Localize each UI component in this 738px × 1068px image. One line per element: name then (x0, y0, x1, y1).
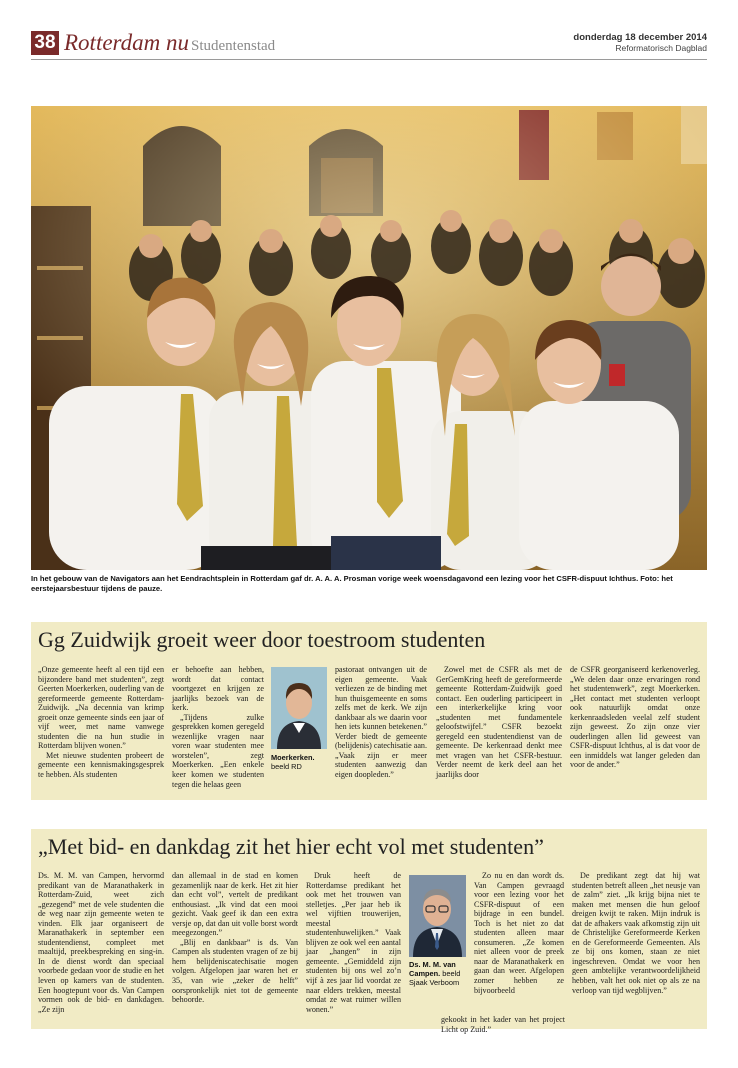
article-headline: Gg Zuidwijk groeit weer door toestroom studenten (38, 627, 486, 652)
paragraph: „Tijdens zulke gesprekken komen geregeld wezenlijke vragen naar voren waar studenten mee worstelen”, zegt Moerkerken. „Een enkele keer komen we studenten tegen die helaas geen (172, 712, 264, 789)
article-column-1 (38, 665, 164, 780)
portrait-name: Ds. M. M. van Campen. (409, 960, 456, 978)
article-column-1 (38, 871, 164, 1014)
paragraph: dan allemaal in de stad en komen gezamenlijk naar de kerk. Het zit hier dan echt vol”, vertelt de predikant enthousiast. „Ik vind dat een mooi gezicht. Vaak geef ik dan een extra versje op, dat dan uit volle borst wordt meegezongen.” (172, 871, 298, 938)
article-column-2 (172, 871, 298, 1005)
portrait-credit: beeld RD (271, 762, 302, 771)
article-column-5 (572, 871, 700, 995)
paragraph: pastoraat ontvangen uit de eigen gemeente. Vaak verliezen ze de binding met hun thuisgemeente en soms zelfs met de kerk. We zijn dankbaar als we daarin voor hen iets kunnen betekenen.” Verder biedt de gemeente (belijdenis) catechisatie aan. „Vaak zijn er meer studenten aanwezig dan eigen doopleden.” (335, 665, 427, 780)
issue-date: donderdag 18 december 2014 (573, 32, 707, 43)
masthead-info (573, 32, 707, 54)
article-column-5 (570, 665, 700, 770)
paragraph: Zowel met de CSFR als met de GerGemKring heeft de gereformeerde gemeente Rotterdam-Zuidwijk goed contact. Een ouderling participeert in een interkerkelijke kring voor „studenten met fundamentele geloofstwijfel.” CSFR bezoekt geregeld een studentendienst van de gemeente. De kerkenraad denkt mee met vragen van het CSFR-bestuur. Verder neemt de kerk deel aan het jaarlijks door (436, 665, 562, 780)
article-column-4-continued (441, 1015, 565, 1034)
paragraph: Ds. M. M. van Campen, hervormd predikant van de Maranathakerk in Rotterdam-Zuid, weet zich „gezegend” met de vele studenten die de weg naar zijn gemeente weten te vinden. Elk jaar organiseert de Maranathakerk in september een studentendienst, compleet met maaltijd, preekbespreking en sing-in. In de dienst wordt dan speciaal voorbede gedaan voor de studie en het leven op kamers van de studenten. Een hoogtepunt voor ds. Van Campen vormen ook de bid- en dankdagen. „Ze zijn (38, 871, 164, 1014)
portrait-caption (409, 960, 475, 987)
article-column-3 (335, 665, 427, 780)
article-van-campen (31, 829, 707, 1034)
article-zuidwijk (31, 622, 707, 800)
portrait-name: Moerkerken. (271, 753, 315, 762)
page-number: 38 (31, 31, 59, 55)
portrait-credit: Sjaak Verboom (409, 978, 460, 987)
paragraph: „Blij en dankbaar” is ds. Van Campen als studenten vragen of ze bij hem belijdeniscatechisatie mogen volgen. Afgelopen jaar waren het er 35, van wie „zeker de helft” oorspronkelijk niet tot de gemeente behoorde. (172, 937, 298, 1005)
person-portrait-illustration (271, 667, 327, 749)
portrait-moerkerken (271, 667, 327, 749)
portrait-van-campen (409, 875, 466, 957)
subsection-title: Studentenstad (191, 38, 276, 54)
page-header (31, 28, 707, 62)
article-headline: „Met bid- en dankdag zit het hier echt vol met studenten” (38, 834, 544, 859)
paragraph: Zo nu en dan wordt ds. Van Campen gevraagd voor een lezing voor het CSFR-dispuut of een bijdrage in een bundel. Toch is het niet zo dat studenten alleen maar consumeren. „Ze komen niet alleen voor de preek naar de Maranathakerk en gaan dan weer. Afgelopen zomer hebben ze bijvoorbeeld (474, 871, 564, 995)
article-column-4 (474, 871, 564, 995)
group-photo-illustration (31, 106, 707, 570)
paragraph: Druk heeft de Rotterdamse predikant het ook met het trouwen van stelletjes. „Per jaar heb ik wel vijftien trouwerijen, meestal studentenhuwelijken.” Vaak blijven ze ook wel een aantal jaar „hangen” in zijn gemeente. „Gemiddeld zijn studenten bij ons wel zo’n vijf à zes jaar lid voordat ze naar elders trekken, meestal omdat ze wat ruimer willen wonen.” (306, 871, 401, 1014)
newspaper-name: Reformatorisch Dagblad (615, 43, 707, 53)
paragraph: gekookt in het kader van het project Licht op Zuid.” (441, 1015, 565, 1034)
article-column-3 (306, 871, 401, 1014)
main-photo (31, 106, 707, 570)
portrait-beeld: beeld (442, 969, 461, 978)
photo-caption: In het gebouw van de Navigators aan het Eendrachtsplein in Rotterdam gaf dr. A. A. A. Prosman vorige week woensdagavond een lezing voor het CSFR-dispuut Ichthus. Foto: het eerstejaarsbestuur tijdens de pauze. (31, 574, 673, 593)
article-column-2 (172, 665, 264, 789)
section-title: Rotterdam nu (64, 30, 189, 55)
article-column-4 (436, 665, 562, 780)
paragraph: er behoefte aan hebben, wordt dat contact voortgezet en krijgen ze jaarlijks bezoek van de kerk. (172, 665, 264, 713)
paragraph: de CSFR georganiseerd kerkenoverleg. „We delen daar onze ervaringen rond het studentenwerk”, zegt Moerkerken. „Het contact met studenten verloopt ook natuurlijk omdat onze kerkenraadsleden veelal zelf student zijn geweest. Zo zijn onze vier ouderlingen allen lid geweest van CSFR-dispuut Ichthus, al is dat voor de een inmiddels wat langer geleden dan voor de ander.” (570, 665, 700, 770)
paragraph: Met nieuwe studenten probeert de gemeente een kennismakingsgesprek te hebben. Als studenten (38, 750, 164, 780)
paragraph: De predikant zegt dat hij wat studenten betreft alleen „het neusje van de zalm” ziet. „Ik krijg bijna niet te maken met mensen die hun geloof dreigen kwijt te raken. Mijn indruk is dat de afhakers vaak afkomstig zijn uit de Christelijke Gereformeerde Kerken en de Gereformeerde Gemeenten. Als ze bij ons komen, staan ze niet ingeschreven. Omdat we voor hen geen ambtelijke verantwoordelijkheid hebben, valt het ook niet op als ze na verloop van tijd wegblijven.” (572, 871, 700, 995)
person-portrait-illustration (409, 875, 466, 957)
paragraph: „Onze gemeente heeft al een tijd een bijzondere band met studenten”, zegt Geerten Moerkerken, ouderling van de gereformeerde gemeente Rotterdam-Zuidwijk. „Na decennia van krimp groeit onze gemeente sinds een jaar of vijf weer, met name vanwege studenten die na hun studie in Rotterdam blijven wonen.” (38, 665, 164, 751)
portrait-caption (271, 753, 331, 771)
header-divider (31, 59, 707, 60)
